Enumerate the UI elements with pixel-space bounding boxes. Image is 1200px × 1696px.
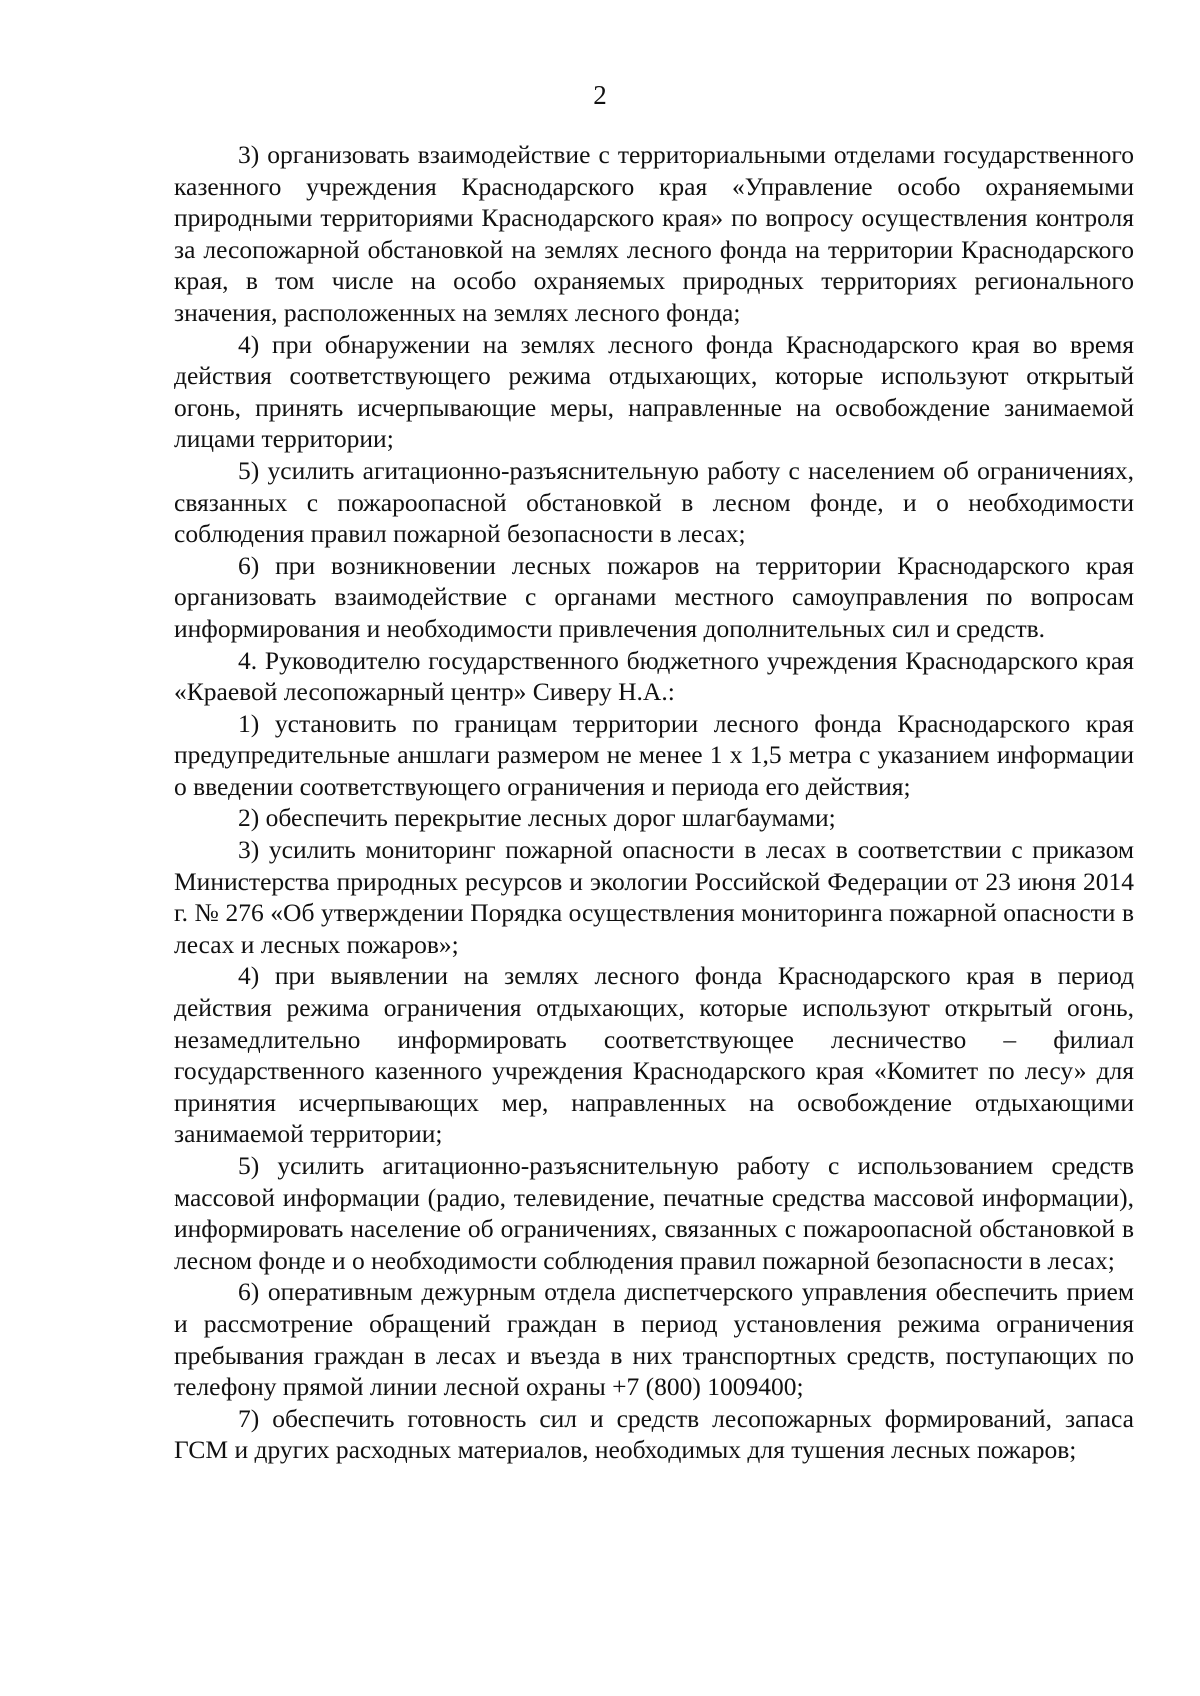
- paragraph-4-3: 3) усилить мониторинг пожарной опасности в лесах в соответствии с приказом Министерства природных ресурсов и экологии Российской Федерации от 23 июня 2014 г. № 276 «Об утверждении Порядка осуществления мониторинга пожарной опасности в лесах и лесных пожаров»;: [174, 835, 1134, 959]
- paragraph-3-1-3: 3) организовать взаимодействие с территориальными отделами государственного казенного учреждения Краснодарского края «Управление особо охраняемыми природными территориями Краснодарского края» по вопросу осуществления контроля за лесопожарной обстановкой на землях лесного фонда на территории Краснодарского края, в том числе на особо охраняемых природных территориях регионального значения, расположенных на землях лесного фонда;: [174, 140, 1134, 327]
- paragraph-4-2: 2) обеспечить перекрытие лесных дорог шлагбаумами;: [238, 803, 836, 833]
- document-body: [174, 139, 1134, 1466]
- paragraph-3-1-5: 5) усилить агитационно-разъяснительную работу с населением об ограничениях, связанных с пожароопасной обстановкой в лесном фонде, и о необходимости соблюдения правил пожарной безопасности в лесах;: [174, 455, 1134, 549]
- section-4-heading: 4. Руководителю государственного бюджетного учреждения Краснодарского края «Краевой лесопожарный центр» Сиверу Н.А.:: [174, 645, 1134, 707]
- paragraph-3-1-4: 4) при обнаружении на землях лесного фонда Краснодарского края во время действия соответствующего режима отдыхающих, которые используют открытый огонь, принять исчерпывающие меры, направленные на освобождение занимаемой лицами территории;: [174, 329, 1134, 454]
- paragraph-4-4: 4) при выявлении на землях лесного фонда Краснодарского края в период действия режима ограничения отдыхающих, которые используют открытый огонь, незамедлительно информировать соответствующее лесничество – филиал государственного казенного учреждения Краснодарского края «Комитет по лесу» для принятия исчерпывающих мер, направленных на освобождение отдыхающими занимаемой территории;: [174, 961, 1134, 1149]
- page-number: 2: [593, 80, 607, 110]
- paragraph-4-1: 1) установить по границам территории лесного фонда Краснодарского края предупредительные аншлаги размером не менее 1 х 1,5 метра с указанием информации о введении соответствующего ограничения и периода его действия;: [174, 708, 1134, 801]
- paragraph-4-5: 5) усилить агитационно-разъяснительную работу с использованием средств массовой информации (радио, телевидение, печатные средства массовой информации), информировать население об ограничениях, связанных с пожароопасной обстановкой в лесном фонде и о необходимости соблюдения правил пожарной безопасности в лесах;: [174, 1151, 1134, 1275]
- paragraph-4-6: 6) оперативным дежурным отдела диспетчерского управления обеспечить прием и рассмотрение обращений граждан в период установления режима ограничения пребывания граждан в лесах и въезда в них транспортных средств, поступающих по телефону прямой линии лесной охраны +7 (800) 1009400;: [174, 1277, 1134, 1402]
- paragraph-3-1-6: 6) при возникновении лесных пожаров на территории Краснодарского края организовать взаимодействие с органами местного самоуправления по вопросам информирования и необходимости привлечения дополнительных сил и средств.: [174, 550, 1134, 643]
- paragraph-4-7: 7) обеспечить готовность сил и средств лесопожарных формирований, запаса ГСМ и других расходных материалов, необходимых для тушения лесных пожаров;: [174, 1403, 1134, 1465]
